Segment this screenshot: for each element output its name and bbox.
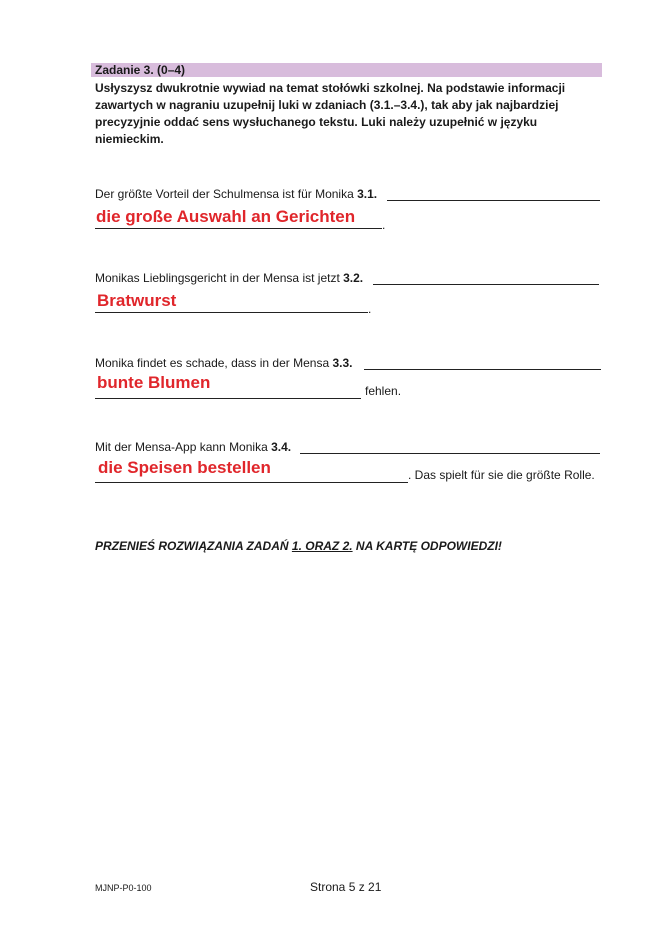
answer-line-3-2 [95,312,368,313]
item-suffix-3-2: . [368,302,372,316]
item-suffix-3-4: . Das spielt für sie die größte Rolle. [408,468,595,482]
task-title: Zadanie 3. (0–4) [95,63,186,77]
transfer-instruction: PRZENIEŚ ROZWIĄZANIA ZADAŃ 1. ORAZ 2. NA KARTĘ ODPOWIEDZI! [95,539,502,553]
item-prompt-3-1: Der größte Vorteil der Schulmensa ist für Monika 3.1. [95,187,378,201]
item-suffix-3-3: fehlen. [365,384,402,398]
answer-line-3-4-top [300,453,600,454]
answer-3-2[interactable]: Bratwurst [97,291,177,310]
answer-line-3-3 [95,398,361,399]
answer-3-3[interactable]: bunte Blumen [97,373,211,392]
exam-code: MJNP-P0-100 [95,883,152,893]
page-number: Strona 5 z 21 [310,880,382,894]
item-prompt-3-2: Monikas Lieblingsgericht in der Mensa ist jetzt 3.2. [95,271,364,285]
answer-line-3-3-top [364,369,601,370]
answer-line-3-1 [95,228,382,229]
item-prompt-3-4: Mit der Mensa-App kann Monika 3.4. [95,440,292,454]
answer-line-3-2-top [373,284,599,285]
task-instruction: Usłyszysz dwukrotnie wywiad na temat stołówki szkolnej. Na podstawie informacji zawartych w nagraniu uzupełnij luki w zdaniach (3.1.–3.4.), tak aby jak najbardziej precyzyjnie oddać sens wysłuchanego tekstu. Luki należy uzupełnić w języku niemieckim. [95,81,566,146]
answer-3-4[interactable]: die Speisen bestellen [98,458,271,477]
answer-3-1[interactable]: die große Auswahl an Gerichten [96,207,356,226]
answer-line-3-1-top [387,200,600,201]
item-suffix-3-1: . [382,218,386,232]
item-prompt-3-3: Monika findet es schade, dass in der Mensa 3.3. [95,356,353,370]
answer-line-3-4 [95,482,408,483]
